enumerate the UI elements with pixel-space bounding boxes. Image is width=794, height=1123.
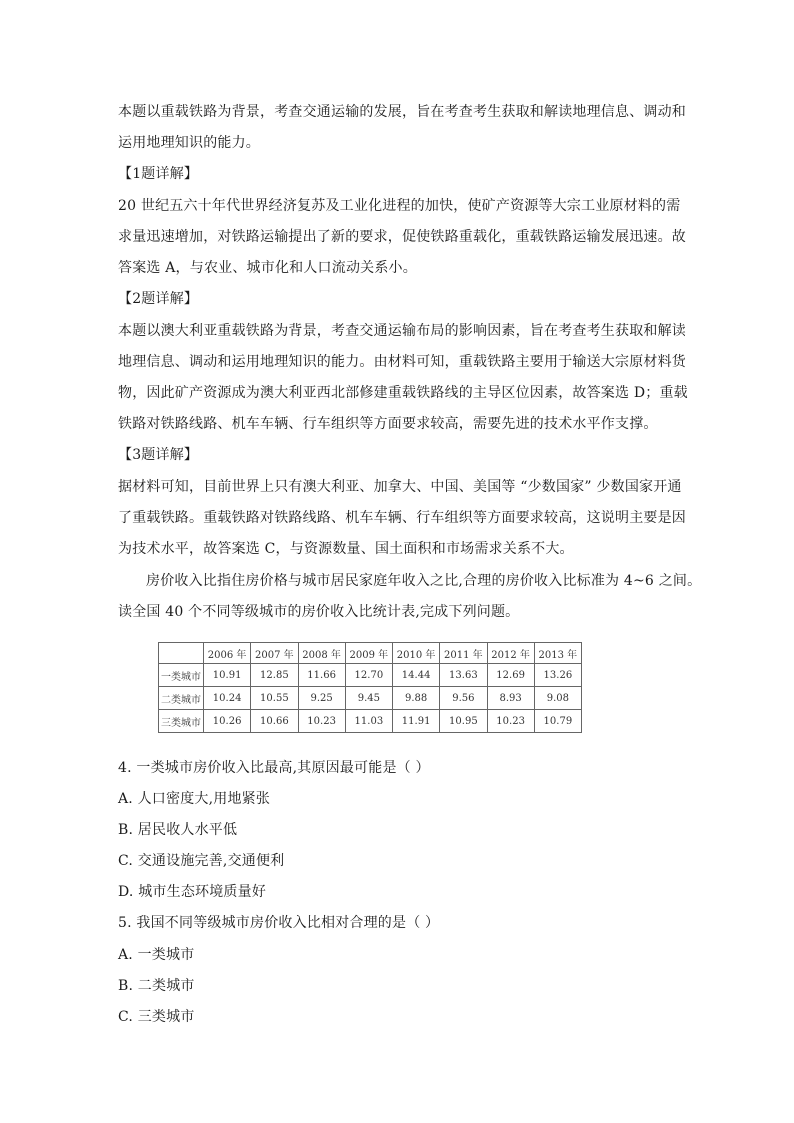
stats-table <box>158 642 582 733</box>
q1-body-line-1: 20 世纪五六十年代世界经济复苏及工业化进程的加快，使矿产资源等大宗工业原材料的需 <box>118 198 681 214</box>
table-cell: 10.91 <box>204 664 251 687</box>
table-cell: 10.24 <box>204 687 251 710</box>
q5-option-c: C. 三类城市 <box>118 1009 195 1025</box>
q4-option-c: C. 交通设施完善,交通便利 <box>118 853 285 869</box>
table-row <box>159 687 582 710</box>
table-header-row <box>159 643 582 664</box>
year-header: 2008 年 <box>298 643 345 664</box>
table-cell: 9.56 <box>440 687 487 710</box>
q5-option-b: B. 二类城市 <box>118 978 195 994</box>
table-cell: 9.45 <box>345 687 392 710</box>
price-income-ratio-table <box>158 642 582 732</box>
table-cell: 13.63 <box>440 664 487 687</box>
q4-option-d: D. 城市生态环境质量好 <box>118 884 267 900</box>
table-cell: 8.93 <box>487 687 534 710</box>
q3-body-line-3: 为技术水平，故答案选 C，与资源数量、国土面积和市场需求关系不大。 <box>118 541 574 557</box>
q2-body-line-3: 物，因此矿产资源成为澳大利亚西北部修建重载铁路线的主导区位因素，故答案选 D；重载 <box>118 385 688 401</box>
q2-body-line-2: 地理信息、调动和运用地理知识的能力。由材料可知，重载铁路主要用于输送大宗原材料货 <box>118 354 686 370</box>
table-cell: 10.55 <box>251 687 298 710</box>
material-line-1: 房价收入比指住房价格与城市居民家庭年收入之比,合理的房价收入比标准为 4~6 之间。 <box>146 573 702 589</box>
q1-body-line-3: 答案选 A，与农业、城市化和人口流动关系小。 <box>118 260 417 276</box>
table-cell: 12.69 <box>487 664 534 687</box>
table-cell: 10.26 <box>204 710 251 733</box>
table-cell: 11.66 <box>298 664 345 687</box>
table-cell: 10.23 <box>487 710 534 733</box>
row-label: 三类城市 <box>159 710 204 733</box>
q4-option-b: B. 居民收人水平低 <box>118 822 238 838</box>
table-cell: 10.23 <box>298 710 345 733</box>
table-cell: 9.08 <box>534 687 581 710</box>
q2-heading: 【2题详解】 <box>118 291 199 307</box>
row-label: 一类城市 <box>159 664 204 687</box>
intro-line-1: 本题以重载铁路为背景，考查交通运输的发展，旨在考查考生获取和解读地理信息、调动和 <box>118 104 686 120</box>
table-cell: 11.03 <box>345 710 392 733</box>
q4-option-a: A. 人口密度大,用地紧张 <box>118 791 271 807</box>
q4-stem: 4. 一类城市房价收入比最高,其原因最可能是（ ） <box>118 760 430 776</box>
table-cell: 10.79 <box>534 710 581 733</box>
table-cell: 12.85 <box>251 664 298 687</box>
year-header: 2007 年 <box>251 643 298 664</box>
row-label: 二类城市 <box>159 687 204 710</box>
q1-body-line-2: 求量迅速增加，对铁路运输提出了新的要求，促使铁路重载化，重载铁路运输发展迅速。故 <box>118 229 686 245</box>
table-cell: 9.25 <box>298 687 345 710</box>
table-row <box>159 664 582 687</box>
material-line-2: 读全国 40 个不同等级城市的房价收入比统计表,完成下列问题。 <box>118 604 520 620</box>
q5-stem: 5. 我国不同等级城市房价收入比相对合理的是（ ） <box>118 915 440 931</box>
table-cell: 11.91 <box>393 710 440 733</box>
year-header: 2011 年 <box>440 643 487 664</box>
table-cell: 9.88 <box>393 687 440 710</box>
table-cell: 12.70 <box>345 664 392 687</box>
year-header: 2006 年 <box>204 643 251 664</box>
year-header: 2012 年 <box>487 643 534 664</box>
q2-body-line-1: 本题以澳大利亚重载铁路为背景，考查交通运输布局的影响因素，旨在考查考生获取和解读 <box>118 323 686 339</box>
q3-body-line-1: 据材料可知，目前世界上只有澳大利亚、加拿大、中国、美国等 “少数国家” 少数国家开通 <box>118 479 682 495</box>
table-cell: 13.26 <box>534 664 581 687</box>
q5-option-a: A. 一类城市 <box>118 947 195 963</box>
q3-heading: 【3题详解】 <box>118 447 199 463</box>
table-cell: 10.66 <box>251 710 298 733</box>
q3-body-line-2: 了重载铁路。重载铁路对铁路线路、机车车辆、行车组织等方面要求较高，这说明主要是因 <box>118 510 686 526</box>
q2-body-line-4: 铁路对铁路线路、机车车辆、行车组织等方面要求较高，需要先进的技术水平作支撑。 <box>118 416 658 432</box>
table-cell: 14.44 <box>393 664 440 687</box>
intro-line-2: 运用地理知识的能力。 <box>118 135 260 151</box>
year-header: 2009 年 <box>345 643 392 664</box>
table-row <box>159 710 582 733</box>
table-cell: 10.95 <box>440 710 487 733</box>
year-header: 2010 年 <box>393 643 440 664</box>
table-corner-cell <box>159 643 204 664</box>
q1-heading: 【1题详解】 <box>118 166 199 182</box>
year-header: 2013 年 <box>534 643 581 664</box>
